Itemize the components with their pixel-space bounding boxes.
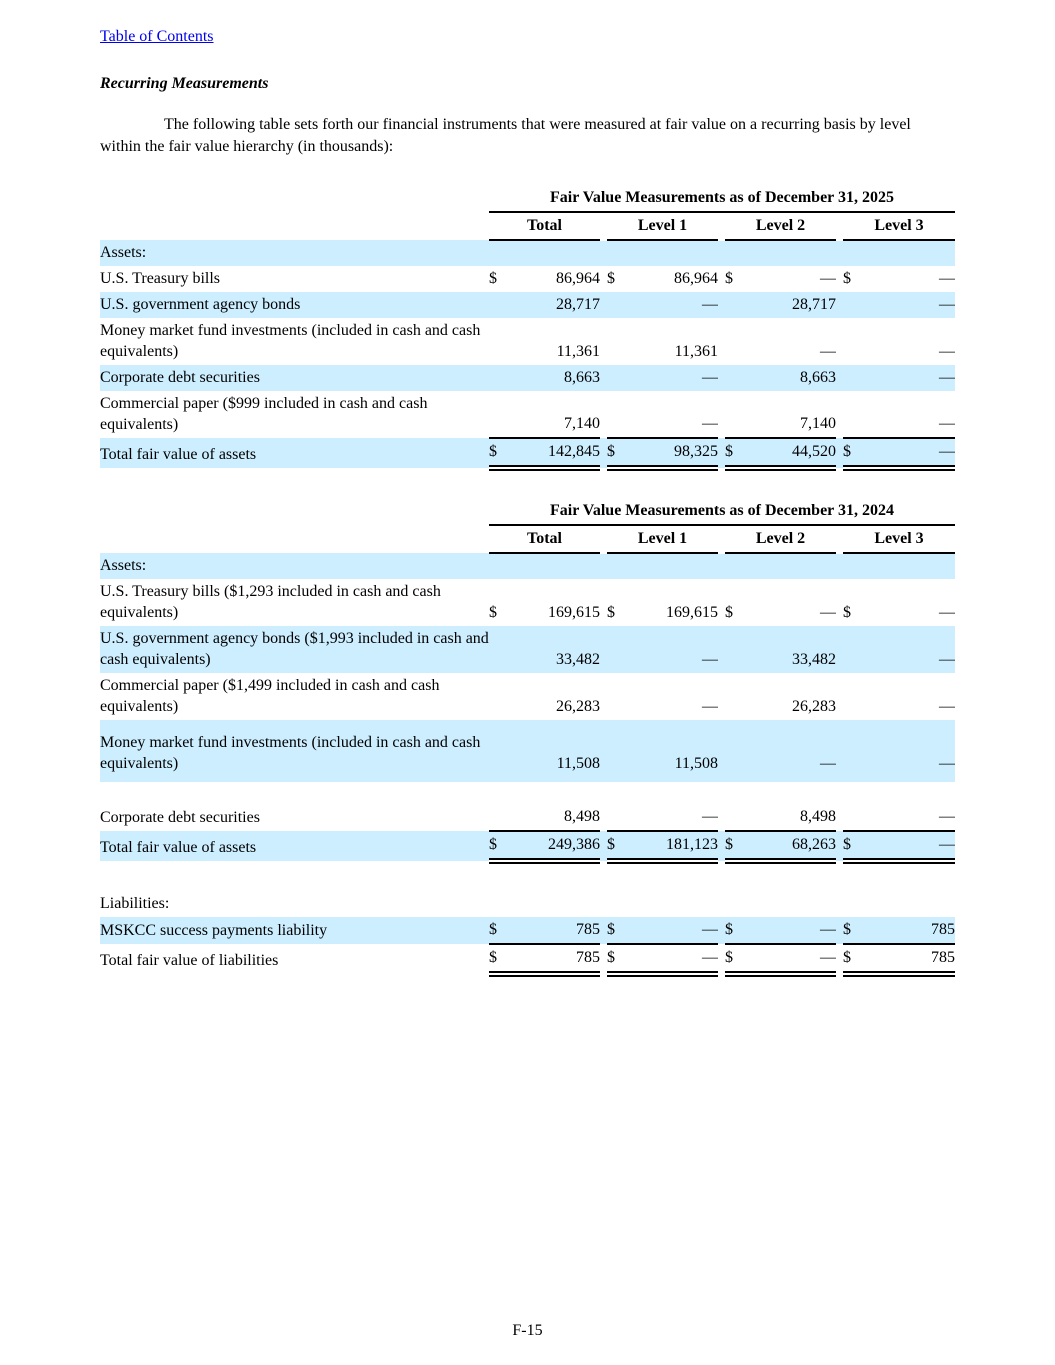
table-row <box>100 944 955 974</box>
dollar-sign: $ <box>843 438 861 468</box>
table-row <box>100 553 955 579</box>
row-label: U.S. government agency bonds <box>100 292 489 318</box>
column-header: Level 3 <box>843 525 955 553</box>
row-label: U.S. government agency bonds ($1,993 included in cash and cash equivalents) <box>100 626 489 673</box>
dollar-sign <box>725 365 743 391</box>
table-caption-row <box>100 498 955 525</box>
cell-value: 785 <box>861 917 955 944</box>
row-label: Money market fund investments (included in cash and cash equivalents) <box>100 720 489 782</box>
cell-value: 142,845 <box>507 438 600 468</box>
row-label: Commercial paper ($1,499 included in cash and cash equivalents) <box>100 677 440 715</box>
dollar-sign: $ <box>725 944 743 974</box>
cell-value: 785 <box>861 944 955 974</box>
cell-value: — <box>625 391 718 438</box>
row-label: Total fair value of assets <box>100 438 489 468</box>
dollar-sign <box>489 720 507 782</box>
cell-value: — <box>625 917 718 944</box>
table-row <box>100 438 955 468</box>
cell-value: 7,140 <box>743 391 836 438</box>
dollar-sign: $ <box>607 270 615 287</box>
cell-value: 86,964 <box>556 270 600 287</box>
dollar-sign: $ <box>843 270 851 287</box>
dollar-sign <box>489 673 507 720</box>
dollar-sign: $ <box>725 604 733 621</box>
dollar-sign <box>489 804 507 831</box>
cell-value: 11,508 <box>507 720 600 782</box>
cell-value: — <box>743 944 836 974</box>
dollar-sign: $ <box>843 917 861 944</box>
dollar-sign: $ <box>607 604 615 621</box>
cell-value: 98,325 <box>625 438 718 468</box>
dollar-sign: $ <box>725 831 743 861</box>
dollar-sign <box>607 365 625 391</box>
table-row <box>100 292 955 318</box>
cell-value: — <box>939 698 956 715</box>
dollar-sign <box>725 626 743 673</box>
cell-value: 33,482 <box>507 626 600 673</box>
cell-value: 8,498 <box>507 804 600 831</box>
table-caption: Fair Value Measurements as of December 31, 2024 <box>489 498 955 525</box>
column-header: Level 3 <box>843 212 955 240</box>
dollar-sign: $ <box>489 604 497 621</box>
dollar-sign <box>843 720 861 782</box>
dollar-sign <box>607 720 625 782</box>
dollar-sign: $ <box>607 831 625 861</box>
row-label: Assets: <box>100 553 489 579</box>
table-row <box>100 720 955 782</box>
dollar-sign: $ <box>489 270 497 287</box>
dollar-sign <box>843 804 861 831</box>
row-label: Total fair value of liabilities <box>100 952 279 969</box>
table-row <box>100 917 955 944</box>
cell-value: 68,263 <box>743 831 836 861</box>
dollar-sign <box>489 365 507 391</box>
dollar-sign <box>607 673 625 720</box>
dollar-sign: $ <box>725 917 743 944</box>
dollar-sign: $ <box>489 831 507 861</box>
table-row <box>100 804 955 831</box>
cell-value: 8,663 <box>507 365 600 391</box>
dollar-sign: $ <box>607 944 625 974</box>
dollar-sign <box>725 673 743 720</box>
dollar-sign <box>725 292 743 318</box>
cell-value: — <box>625 292 718 318</box>
dollar-sign: $ <box>607 438 625 468</box>
cell-value: — <box>625 944 718 974</box>
dollar-sign <box>489 318 507 365</box>
dollar-sign: $ <box>725 438 743 468</box>
table-row <box>100 673 955 720</box>
dollar-sign <box>489 391 507 438</box>
row-label: Corporate debt securities <box>100 365 489 391</box>
dollar-sign: $ <box>843 604 851 621</box>
cell-value: 7,140 <box>507 391 600 438</box>
dollar-sign: $ <box>489 438 507 468</box>
row-label: Money market fund investments (included in cash and cash equivalents) <box>100 322 481 360</box>
row-label: Corporate debt securities <box>100 809 260 826</box>
dollar-sign <box>843 391 861 438</box>
column-header: Level 1 <box>607 212 718 240</box>
cell-value: — <box>861 438 955 468</box>
dollar-sign <box>725 391 743 438</box>
cell-value: — <box>625 626 718 673</box>
dollar-sign: $ <box>843 831 861 861</box>
cell-value: 785 <box>507 944 600 974</box>
table-of-contents-link[interactable]: Table of Contents <box>100 28 214 45</box>
spacer-row <box>100 782 955 804</box>
cell-value: 28,717 <box>743 292 836 318</box>
cell-value: 8,498 <box>743 804 836 831</box>
table-caption: Fair Value Measurements as of December 31, 2025 <box>489 185 955 212</box>
fair-value-table-1 <box>100 498 955 864</box>
table-row <box>100 266 955 292</box>
dollar-sign: $ <box>725 270 733 287</box>
row-label: Commercial paper ($999 included in cash and cash equivalents) <box>100 395 428 433</box>
column-header: Level 2 <box>725 525 836 553</box>
cell-value: 169,615 <box>548 604 600 621</box>
cell-value: — <box>861 292 955 318</box>
intro-paragraph: The following table sets forth our financial instruments that were measured at fair value on a recurring basis by level within the fair value hierarchy (in thousands): <box>100 116 911 155</box>
dollar-sign <box>843 626 861 673</box>
dollar-sign <box>725 804 743 831</box>
column-header-row <box>100 525 955 553</box>
cell-value: — <box>820 604 836 621</box>
table-row <box>100 579 955 626</box>
row-label: Assets: <box>100 240 489 266</box>
cell-value: 11,361 <box>674 343 718 360</box>
column-header: Level 1 <box>607 525 718 553</box>
dollar-sign <box>843 365 861 391</box>
table-row <box>100 318 955 365</box>
cell-value: — <box>861 626 955 673</box>
cell-value: — <box>939 604 956 621</box>
cell-value: — <box>861 720 955 782</box>
dollar-sign: $ <box>489 944 507 974</box>
cell-value: — <box>625 804 718 831</box>
dollar-sign <box>607 292 625 318</box>
cell-value: 33,482 <box>743 626 836 673</box>
column-header-row <box>100 212 955 240</box>
cell-value: 181,123 <box>625 831 718 861</box>
dollar-sign <box>725 720 743 782</box>
row-label: U.S. Treasury bills ($1,293 included in cash and cash equivalents) <box>100 583 441 621</box>
page-number: F-15 <box>512 1322 543 1339</box>
table-row <box>100 365 955 391</box>
cell-value: — <box>743 917 836 944</box>
cell-value: — <box>820 270 836 287</box>
cell-value: 11,361 <box>556 343 600 360</box>
table-caption-row <box>100 185 955 212</box>
section-heading: Recurring Measurements <box>100 75 269 92</box>
row-label: MSKCC success payments liability <box>100 917 489 944</box>
table-row <box>100 626 955 673</box>
table-row <box>100 240 955 266</box>
cell-value: 11,508 <box>625 720 718 782</box>
table-row <box>100 891 955 917</box>
cell-value: 169,615 <box>666 604 718 621</box>
table-row <box>100 831 955 861</box>
dollar-sign: $ <box>843 944 861 974</box>
fair-value-tables <box>100 185 955 977</box>
dollar-sign <box>489 292 507 318</box>
cell-value: 26,283 <box>556 698 600 715</box>
dollar-sign <box>607 804 625 831</box>
dollar-sign <box>843 318 861 365</box>
cell-value: 86,964 <box>674 270 718 287</box>
row-label: U.S. Treasury bills <box>100 270 221 287</box>
cell-value: — <box>702 698 718 715</box>
cell-value: — <box>939 343 956 360</box>
cell-value: — <box>861 391 955 438</box>
table-row <box>100 391 955 438</box>
row-label: Liabilities: <box>100 895 170 912</box>
cell-value: 44,520 <box>743 438 836 468</box>
cell-value: — <box>861 831 955 861</box>
cell-value: 8,663 <box>743 365 836 391</box>
cell-value: — <box>625 365 718 391</box>
cell-value: — <box>939 270 956 287</box>
cell-value: 28,717 <box>507 292 600 318</box>
dollar-sign <box>843 673 861 720</box>
fair-value-table-0 <box>100 185 955 471</box>
dollar-sign: $ <box>489 917 507 944</box>
dollar-sign <box>843 292 861 318</box>
cell-value: 26,283 <box>792 698 836 715</box>
dollar-sign: $ <box>607 917 625 944</box>
cell-value: — <box>861 804 955 831</box>
cell-value: 249,386 <box>507 831 600 861</box>
dollar-sign <box>607 391 625 438</box>
column-header: Total <box>489 525 600 553</box>
cell-value: 785 <box>507 917 600 944</box>
column-header: Total <box>489 212 600 240</box>
row-label: Total fair value of assets <box>100 831 489 861</box>
dollar-sign <box>607 626 625 673</box>
cell-value: — <box>820 343 836 360</box>
cell-value: — <box>861 365 955 391</box>
dollar-sign <box>607 318 625 365</box>
dollar-sign <box>725 318 743 365</box>
column-header: Level 2 <box>725 212 836 240</box>
dollar-sign <box>489 626 507 673</box>
cell-value: — <box>743 720 836 782</box>
fair-value-table-2 <box>100 891 955 977</box>
